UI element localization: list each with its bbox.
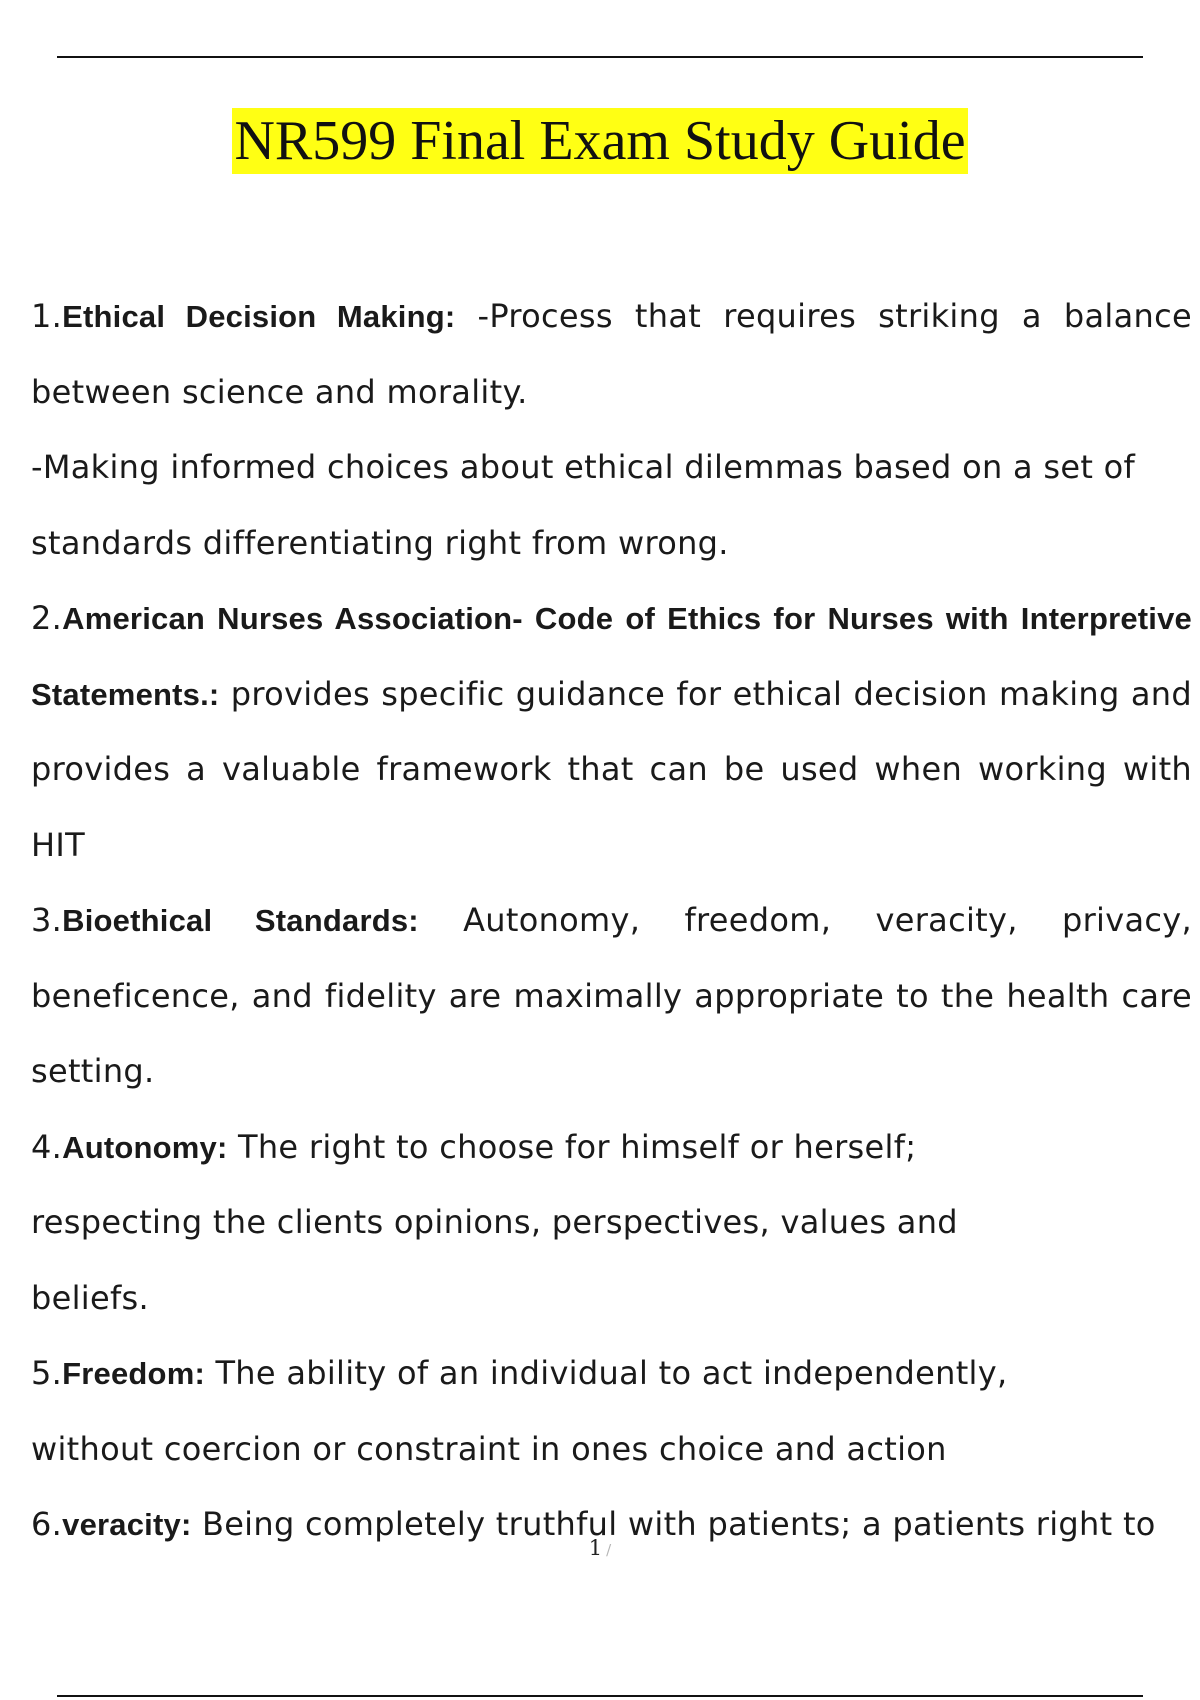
title-block: [0, 108, 1200, 174]
item-number: 5.: [31, 1354, 63, 1392]
item-definition: provides specific guidance for ethical decision making and provides a valuable framework that can be used when working with HIT: [31, 674, 1192, 864]
item-definition: Being completely truthful with patients; a patients right to: [191, 1505, 1156, 1543]
bottom-rule: [57, 1695, 1143, 1697]
item-number: 6.: [31, 1505, 63, 1543]
list-item: [31, 581, 1192, 883]
list-item: [31, 279, 1192, 430]
item-definition: The ability of an individual to act independently, without coercion or constraint in ones choice and action: [31, 1354, 1008, 1468]
item-number: 4.: [31, 1127, 63, 1166]
list-item: [31, 1110, 1041, 1337]
item-definition: The right to choose for himself or herself; respecting the clients opinions, perspectives, values and beliefs.: [31, 1127, 958, 1317]
item-term: Bioethical Standards:: [62, 903, 419, 938]
page-number: [0, 1536, 1200, 1560]
item-term: veracity:: [62, 1507, 192, 1542]
item-term: Ethical Decision Making:: [62, 299, 456, 334]
item-term: Freedom:: [62, 1356, 205, 1391]
document-title: NR599 Final Exam Study Guide: [234, 110, 966, 172]
item-number: 2.: [31, 599, 63, 637]
list-item: [31, 1336, 1071, 1487]
list-item: [31, 883, 1192, 1110]
page-number-value: 1: [588, 1536, 603, 1560]
item-number: 3.: [31, 901, 63, 939]
item-definition: -Process that requires striking a balance between science and morality.: [31, 297, 1192, 411]
item-definition: Autonomy, freedom, veracity, privacy, beneficence, and fidelity are maximally appropriate to the health care setting.: [31, 901, 1192, 1090]
item-term: American Nurses Association- Code of Ethics for Nurses with Interpretive Statements.:: [31, 601, 1192, 712]
top-rule: [57, 56, 1143, 58]
item-number: 1.: [31, 297, 63, 335]
page-separator: /: [606, 1541, 612, 1559]
item-definition-extra: -Making informed choices about ethical dilemmas based on a set of standards differentiating right from wrong.: [31, 448, 1136, 562]
item-term: Autonomy:: [62, 1129, 228, 1165]
list-item-continuation: [31, 430, 1192, 581]
study-guide-list: [31, 279, 1192, 1563]
